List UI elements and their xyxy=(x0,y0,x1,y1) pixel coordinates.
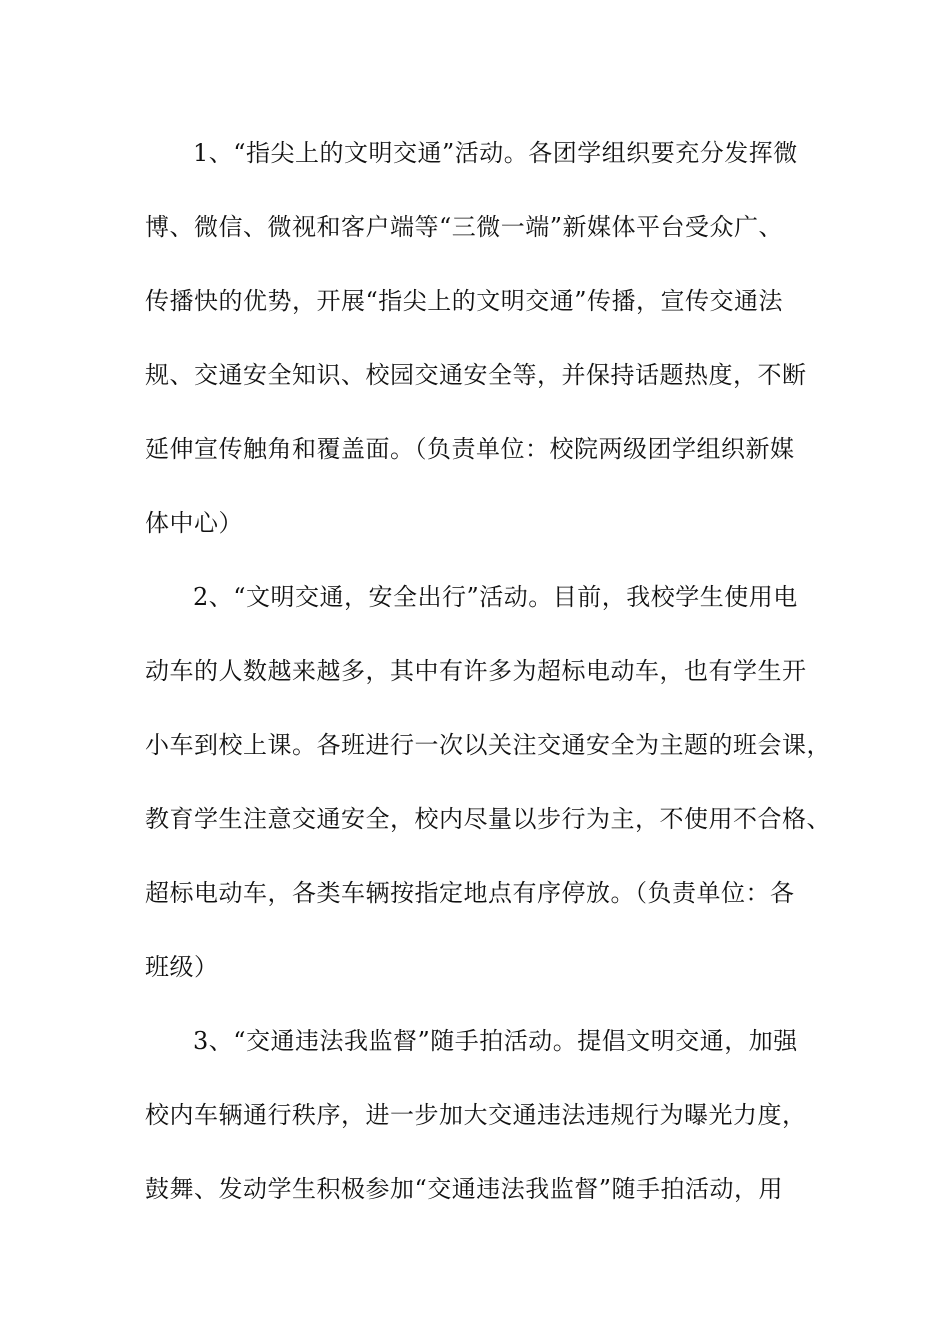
paragraph-3-line-2: 校内车辆通行秩序，进一步加大交通违法违规行为曝光力度， xyxy=(145,1101,807,1129)
paragraph-1-line-2: 博、微信、微视和客户端等“三微一端”新媒体平台受众广、 xyxy=(145,213,784,241)
paragraph-2-line-6: 班级） xyxy=(145,953,219,981)
paragraph-2-line-5: 超标电动车，各类车辆按指定地点有序停放。（负责单位：各 xyxy=(145,879,795,907)
paragraph-2-line-1: 2、“文明交通，安全出行”活动。目前，我校学生使用电 xyxy=(193,583,798,611)
paragraph-1-line-3: 传播快的优势，开展“指尖上的文明交通”传播，宣传交通法 xyxy=(145,287,784,315)
paragraph-3-line-1: 3、“交通违法我监督”随手拍活动。提倡文明交通，加强 xyxy=(193,1027,798,1055)
paragraph-1-line-5: 延伸宣传触角和覆盖面。（负责单位：校院两级团学组织新媒 xyxy=(145,435,795,463)
paragraph-1-line-6: 体中心） xyxy=(145,509,243,537)
paragraph-2-line-2: 动车的人数越来越多，其中有许多为超标电动车，也有学生开 xyxy=(145,657,807,685)
paragraph-3-line-3: 鼓舞、发动学生积极参加“交通违法我监督”随手拍活动，用 xyxy=(145,1175,784,1203)
paragraph-1-line-1: 1、“指尖上的文明交通”活动。各团学组织要充分发挥微 xyxy=(193,139,798,167)
paragraph-1-line-4: 规、交通安全知识、校园交通安全等，并保持话题热度，不断 xyxy=(145,361,807,389)
paragraph-2-line-4: 教育学生注意交通安全，校内尽量以步行为主，不使用不合格、 xyxy=(145,805,831,833)
paragraph-2-line-3: 小车到校上课。各班进行一次以关注交通安全为主题的班会课， xyxy=(145,731,831,759)
